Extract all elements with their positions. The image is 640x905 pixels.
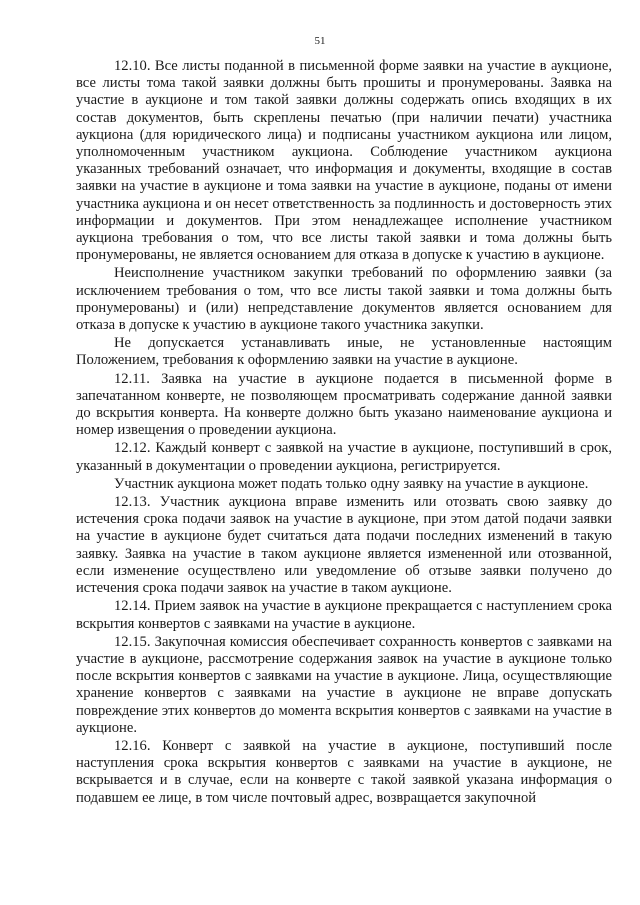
paragraph-12-16: 12.16. Конверт с заявкой на участие в аукционе, поступивший после наступления срока вскрытия конвертов с заявками на участие в аукционе, не вскрывается и в случае, если на конверте с такой заявкой указана информация о подавшем ее лице, в том числе почтовый адрес, возвращается закупочной	[76, 737, 612, 806]
page-number: 51	[314, 35, 326, 47]
paragraph-12-11: 12.11. Заявка на участие в аукционе подается в письменной форме в запечатанном конверте, не позволяющем просматривать содержание данной заявки до вскрытия конверта. На конверте должно быть указано наименование аукциона и номер извещения о проведении аукциона.	[76, 370, 612, 439]
paragraph-12-10: 12.10. Все листы поданной в письменной форме заявки на участие в аукционе, все листы тома такой заявки должны быть прошиты и пронумерованы. Заявка на участие в аукционе и том такой заявки должны содержать опись входящих в их состав документов, быть скреплены печатью (при наличии печати) участника аукциона (для юридического лица) и подписаны участником аукциона или лицом, уполномоченным участником аукциона. Соблюдение участником аукциона указанных требований означает, что информация и документы, входящие в состав заявки на участие в аукционе и тома заявки на участие в аукционе, поданы от имени участника аукциона и он несет ответственность за подлинность и достоверность этих информации и документов. При этом ненадлежащее исполнение участником аукциона требования о том, что все листы такой заявки и тома должны быть пронумерованы, не является основанием для отказа в допуске к участию в аукционе.	[76, 58, 612, 264]
paragraph-12-13: 12.13. Участник аукциона вправе изменить или отозвать свою заявку до истечения срока подачи заявок на участие в аукционе, при этом датой подачи заявки на участие в аукционе будет считаться дата подачи последних изменений в такую заявку. Заявка на участие в таком аукционе является измененной или отозванной, если изменение осуществлено или уведомление об отзыве заявки получено до истечения срока подачи заявок на участие в таком аукционе.	[76, 494, 612, 597]
paragraph-noncompliance: Неисполнение участником закупки требований по оформлению заявки (за исключением требования о том, что все листы такой заявки и тома должны быть пронумерованы) и (или) непредставление документов является основанием для отказа в допуске к участию в аукционе такого участника закупки.	[76, 265, 612, 334]
document-body	[76, 58, 612, 808]
paragraph-no-extra-requirements: Не допускается устанавливать иные, не установленные настоящим Положением, требования к оформлению заявки на участие в аукционе.	[76, 335, 612, 369]
paragraph-12-15: 12.15. Закупочная комиссия обеспечивает сохранность конвертов с заявками на участие в аукционе, рассмотрение содержания заявок на участие в аукционе только после вскрытия конвертов с заявками на участие в аукционе. Лица, осуществляющие хранение конвертов с заявками на участие в аукционе не вправе допускать повреждение этих конвертов до момента вскрытия конвертов с заявками на участие в аукционе.	[76, 633, 612, 736]
paragraph-12-12: 12.12. Каждый конверт с заявкой на участие в аукционе, поступивший в срок, указанный в документации о проведении аукциона, регистрируется.	[76, 440, 612, 474]
paragraph-single-application: Участник аукциона может подать только одну заявку на участие в аукционе.	[114, 475, 589, 492]
paragraph-12-14: 12.14. Прием заявок на участие в аукционе прекращается с наступлением срока вскрытия конвертов с заявками на участие в аукционе.	[76, 598, 612, 632]
